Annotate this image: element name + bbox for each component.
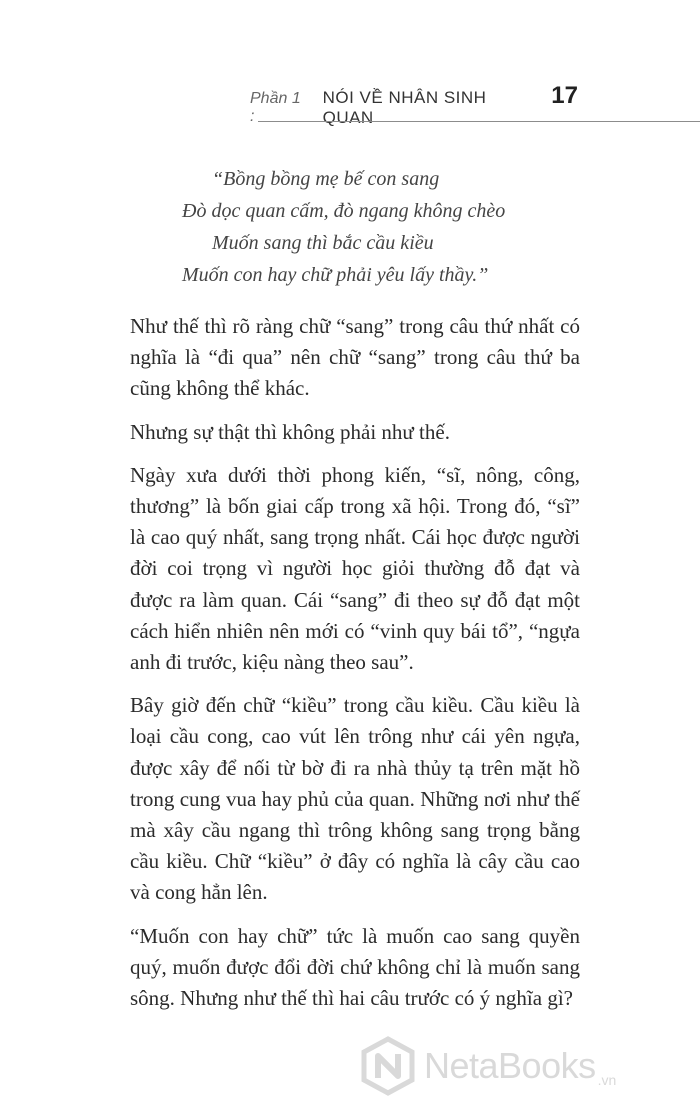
- poem-line: Muốn con hay chữ phải yêu lấy thầy.”: [182, 264, 489, 286]
- paragraph: Bây giờ đến chữ “kiều” trong cầu kiều. Cầu kiều là loại cầu cong, cao vút lên trông như cái yên ngựa, được xây để nối từ bờ đi ra nhà thủy tạ trên mặt hồ trong cung vua hay phủ của quan. Những nơi như thế mà xây cầu ngang thì trông không sang trọng bằng cầu kiều. Chữ “kiều” ở đây có nghĩa là cây cầu cao và cong hẳn lên.: [130, 693, 580, 905]
- paragraph: Ngày xưa dưới thời phong kiến, “sĩ, nông, công, thương” là bốn giai cấp trong xã hội. Trong đó, “sĩ” là cao quý nhất, sang trọng nhất. Cái học được người đời coi trọng vì người học giỏi thường đỗ đạt và được ra làm quan. Cái “sang” đi theo sự đỗ đạt một cách hiển nhiên nên mới có “vinh quy bái tổ”, “ngựa anh đi trước, kiệu nàng theo sau”.: [130, 462, 580, 675]
- poem-line: Đò dọc quan cấm, đò ngang không chèo: [182, 200, 506, 222]
- watermark: [360, 1030, 700, 1102]
- netabooks-logo-icon: [360, 1036, 416, 1096]
- watermark-suffix: .vn: [597, 1072, 617, 1088]
- paragraph: Như thế thì rõ ràng chữ “sang” trong câu thứ nhất có nghĩa là “đi qua” nên chữ “sang” trong câu thứ ba cũng không thể khác.: [130, 314, 580, 401]
- page-number: 17: [551, 82, 578, 109]
- poem-line: “Bồng bồng mẹ bế con sang: [212, 168, 440, 190]
- body-text: [130, 311, 580, 1026]
- header-rule: [258, 121, 700, 122]
- paragraph: “Muốn con hay chữ” tức là muốn cao sang quyền quý, muốn được đổi đời chứ không chỉ là muốn sang sông. Nhưng như thế thì hai câu trước có ý nghĩa gì?: [130, 923, 580, 1011]
- poem-line: Muốn sang thì bắc cầu kiều: [212, 232, 434, 254]
- chapter-title: NÓI VỀ NHÂN SINH QUAN: [322, 88, 487, 127]
- paragraph: Nhưng sự thật thì không phải như thế.: [130, 419, 450, 444]
- watermark-brand: NetaBooks: [424, 1045, 596, 1086]
- running-header: [250, 88, 600, 128]
- part-label: Phần 1 :: [250, 90, 301, 125]
